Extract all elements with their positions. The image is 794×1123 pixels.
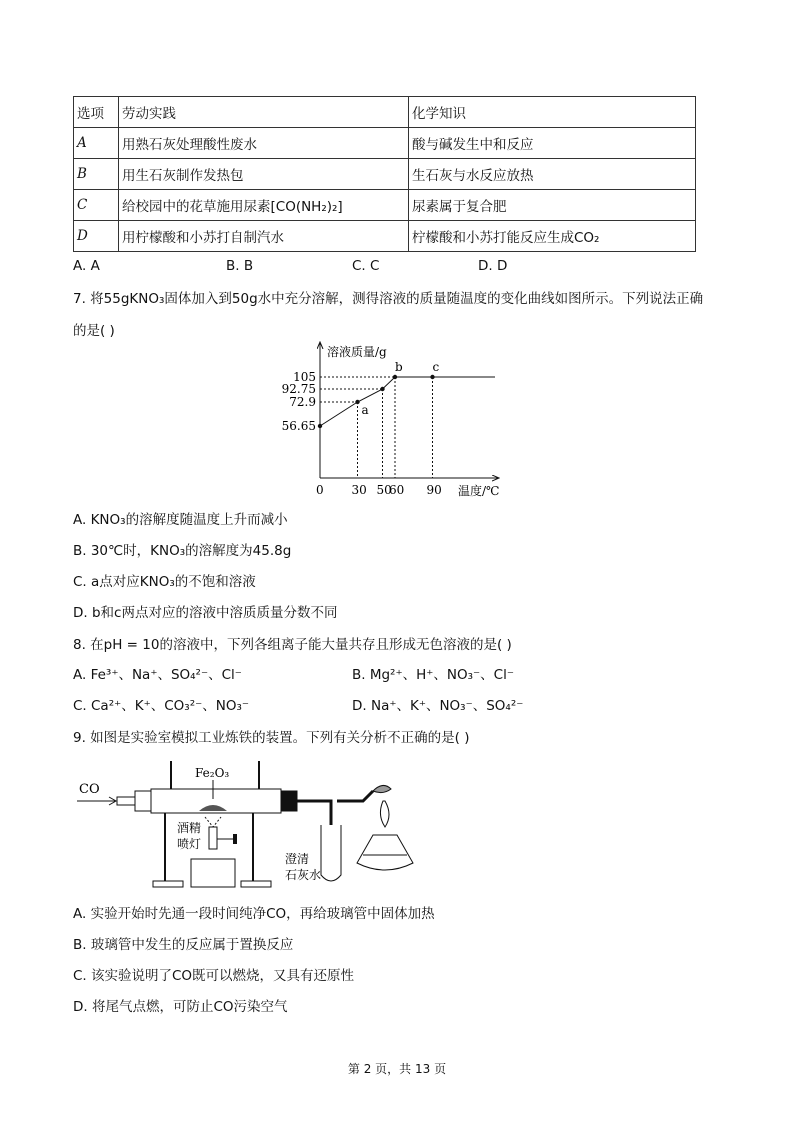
- limewater-label-2: 石灰水: [285, 868, 322, 882]
- outlet-stopper: [281, 791, 297, 811]
- q9-stem: 9. 如图是实验室模拟工业炼铁的装置。下列有关分析不正确的是( ): [73, 730, 470, 746]
- q8-option-a[interactable]: A. Fe³⁺、Na⁺、SO₄²⁻、Cl⁻: [73, 667, 242, 683]
- table-cell-option: A: [74, 128, 119, 159]
- table-cell-option: C: [74, 190, 119, 221]
- q7-stem-line2: 的是( ): [73, 323, 115, 339]
- inlet-stopper: [135, 791, 151, 811]
- x-tick-label: 90: [426, 483, 442, 497]
- page-footer: 第 2 页，共 13 页: [347, 1062, 447, 1076]
- table-header-cell: 选项: [74, 97, 119, 128]
- data-point: [393, 375, 397, 379]
- table-cell-knowledge: 酸与碱发生中和反应: [409, 128, 696, 159]
- q9-ironmaking-apparatus: [73, 755, 473, 900]
- point-label: c: [432, 360, 440, 374]
- x-tick-label: 60: [389, 483, 405, 497]
- lamp-body: [191, 859, 235, 887]
- q8-option-d[interactable]: D. Na⁺、K⁺、NO₃⁻、SO₄²⁻: [352, 698, 524, 714]
- table-cell-knowledge: 尿素属于复合肥: [409, 190, 696, 221]
- y-axis-label: 溶液质量/g: [327, 345, 387, 359]
- x-tick-label: 50: [376, 483, 392, 497]
- table-header-cell: 化学知识: [409, 97, 696, 128]
- chart-series: [320, 377, 495, 426]
- exhaust-flame: [373, 785, 391, 792]
- table-header-row: [74, 97, 696, 128]
- x-tick-label: 30: [351, 483, 367, 497]
- y-tick-label: 92.75: [281, 382, 316, 396]
- data-point: [380, 387, 384, 391]
- lamp-label-1: 酒精: [177, 821, 202, 835]
- q7-solution-mass-chart: [280, 338, 520, 503]
- q6-table: [73, 96, 696, 252]
- limewater-label-1: 澄清: [285, 852, 310, 866]
- q7-stem-line1: 7. 将55gKNO₃固体加入到50g水中充分溶解，测得溶液的质量随温度的变化曲线如图所示。下列说法正确: [73, 291, 704, 307]
- table-row: [74, 190, 696, 221]
- q7-option-b[interactable]: B. 30℃时，KNO₃的溶解度为45.8g: [73, 543, 292, 559]
- lamp-flame: [380, 801, 389, 827]
- fe2o3-label: Fe₂O₃: [195, 766, 230, 780]
- q7-option-c[interactable]: C. a点对应KNO₃的不饱和溶液: [73, 574, 256, 590]
- exhaust-tube: [337, 791, 373, 801]
- x-tick-label: 0: [316, 483, 324, 497]
- x-axis-label: 温度/℃: [458, 484, 500, 498]
- lamp-nozzle: [209, 827, 217, 849]
- co-label: CO: [79, 782, 100, 797]
- table-cell-knowledge: 柠檬酸和小苏打能反应生成CO₂: [409, 221, 696, 252]
- q9-option-b[interactable]: B. 玻璃管中发生的反应属于置换反应: [73, 937, 294, 953]
- q6-option-a[interactable]: A. A: [73, 258, 100, 274]
- inlet-tube: [117, 797, 135, 805]
- q6-option-c[interactable]: C. C: [352, 258, 380, 274]
- point-label: b: [395, 360, 403, 374]
- table-cell-practice: 用柠檬酸和小苏打自制汽水: [119, 221, 409, 252]
- q8-stem: 8. 在pH = 10的溶液中，下列各组离子能大量共存且形成无色溶液的是( ): [73, 637, 512, 653]
- table-cell-practice: 用熟石灰处理酸性废水: [119, 128, 409, 159]
- table-row: [74, 221, 696, 252]
- q8-option-b[interactable]: B. Mg²⁺、H⁺、NO₃⁻、Cl⁻: [352, 667, 514, 683]
- test-tube: [321, 825, 341, 881]
- flame: [205, 817, 221, 827]
- q9-option-a[interactable]: A. 实验开始时先通一段时间纯净CO，再给玻璃管中固体加热: [73, 906, 435, 922]
- table-cell-knowledge: 生石灰与水反应放热: [409, 159, 696, 190]
- table-header-cell: 劳动实践: [119, 97, 409, 128]
- table-cell-option: D: [74, 221, 119, 252]
- table-row: [74, 159, 696, 190]
- q9-option-d[interactable]: D. 将尾气点燃，可防止CO污染空气: [73, 999, 288, 1015]
- q6-option-b[interactable]: B. B: [226, 258, 254, 274]
- y-tick-label: 72.9: [289, 395, 316, 409]
- table-cell-practice: 用生石灰制作发热包: [119, 159, 409, 190]
- lamp-label-2: 喷灯: [177, 837, 202, 851]
- series-line: [320, 377, 495, 426]
- table-cell-practice: 给校园中的花草施用尿素[CO(NH₂)₂]: [119, 190, 409, 221]
- point-label: a: [361, 403, 369, 417]
- y-tick-label: 105: [293, 370, 316, 384]
- data-point: [355, 400, 359, 404]
- chart-points: [318, 360, 440, 428]
- q9-option-c[interactable]: C. 该实验说明了CO既可以燃烧，又具有还原性: [73, 968, 355, 984]
- data-point: [318, 424, 322, 428]
- q7-option-d[interactable]: D. b和c两点对应的溶液中溶质质量分数不同: [73, 605, 338, 621]
- q6-option-d[interactable]: D. D: [478, 258, 508, 274]
- table-cell-option: B: [74, 159, 119, 190]
- q8-option-c[interactable]: C. Ca²⁺、K⁺、CO₃²⁻、NO₃⁻: [73, 698, 249, 714]
- table-row: [74, 128, 696, 159]
- q7-option-a[interactable]: A. KNO₃的溶解度随温度上升而减小: [73, 512, 288, 528]
- data-point: [430, 375, 434, 379]
- y-tick-label: 56.65: [281, 419, 316, 433]
- alcohol-lamp: [357, 835, 413, 870]
